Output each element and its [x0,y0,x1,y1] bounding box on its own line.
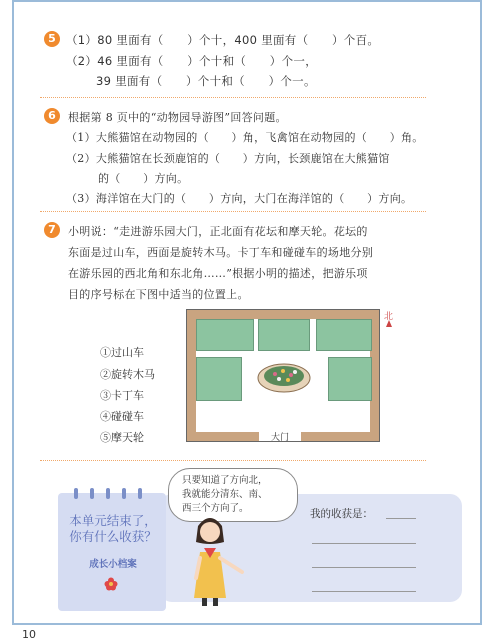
divider-1 [40,97,426,98]
answer-line-2[interactable] [312,543,416,544]
bubble-line-1: 只要知道了方向北， [182,475,268,486]
divider-3 [40,460,426,461]
ride-item-3: ③卡丁车 [100,389,144,402]
harvest-label: 我的收获是： [310,508,373,520]
question-6-badge: 6 [44,108,60,124]
north-label: 北 [384,312,394,322]
bubble-line-3: 西三个方向了。 [182,503,249,514]
ring-icon [90,488,94,499]
ride-item-2: ②旋转木马 [100,368,155,381]
page-border-right [480,0,482,625]
ride-item-4: ④碰碰车 [100,410,144,423]
ring-icon [106,488,110,499]
flower-icon [104,577,118,591]
ride-item-5: ⑤摩天轮 [100,431,144,444]
amusement-park-map [186,309,380,442]
north-arrow-icon [386,320,392,327]
q7-line-2: 东面是过山车，西面是旋转木马。卡丁车和碰碰车的场地分别 [68,246,374,259]
plot-west[interactable] [196,357,242,401]
gate-label: 大门 [271,433,290,443]
q7-line-3: 在游乐园的西北角和东北角……”根据小明的描述，把游乐项 [68,267,368,280]
question-7-badge: 7 [44,222,60,238]
page-border-top [12,0,482,2]
answer-line-3[interactable] [312,567,416,568]
girl-illustration [176,508,256,608]
q7-line-1: 小明说：“走进游乐园大门，正北面有花坛和摩天轮。花坛的 [68,225,368,238]
map-wall-bottom-left [187,432,259,441]
q6-intro: 根据第 8 页中的“动物园导游图”回答问题。 [68,111,287,124]
map-wall-bottom-right [301,432,379,441]
q5-line-3: 39 里面有（ ）个十和（ ）个一。 [96,74,316,88]
q6-line-2b: 的（ ）方向。 [98,172,189,185]
plot-east[interactable] [328,357,372,401]
card-subtitle: 成长小档案 [89,559,137,570]
ring-icon [138,488,142,499]
divider-2 [40,211,426,212]
map-wall-left [187,310,196,441]
plot-northeast[interactable] [316,319,372,351]
q5-line-1: （1）80 里面有（ ）个十，400 里面有（ ）个百。 [66,33,380,47]
answer-line-4[interactable] [312,591,416,592]
plot-northwest[interactable] [196,319,254,351]
q6-line-1: （1）大熊猫馆在动物园的（ ）角，飞禽馆在动物园的（ ）角。 [66,131,424,144]
plot-north[interactable] [258,319,310,351]
map-wall-top [187,310,379,319]
ride-item-1: ①过山车 [100,346,144,359]
page-border-bottom [12,623,482,625]
question-5-badge: 5 [44,31,60,47]
page-border-left [12,0,14,625]
answer-line-1[interactable] [386,518,416,519]
q7-line-4: 目的序号标在下图中适当的位置上。 [68,288,249,301]
q6-line-2a: （2）大熊猫馆在长颈鹿馆的（ ）方向，长颈鹿馆在大熊猫馆 [66,152,390,165]
ring-icon [74,488,78,499]
page-number: 10 [22,628,36,641]
card-title: 本单元结束了，你有什么收获？ [69,513,157,544]
q6-line-3: （3）海洋馆在大门的（ ）方向，大门在海洋馆的（ ）方向。 [66,192,413,205]
bubble-line-2: 我就能分清东、南、 [182,489,268,500]
notebook-card [58,493,166,611]
ring-icon [122,488,126,499]
q5-line-2: （2）46 里面有（ ）个十和（ ）个一， [66,54,318,68]
flower-bed-icon [257,362,311,394]
